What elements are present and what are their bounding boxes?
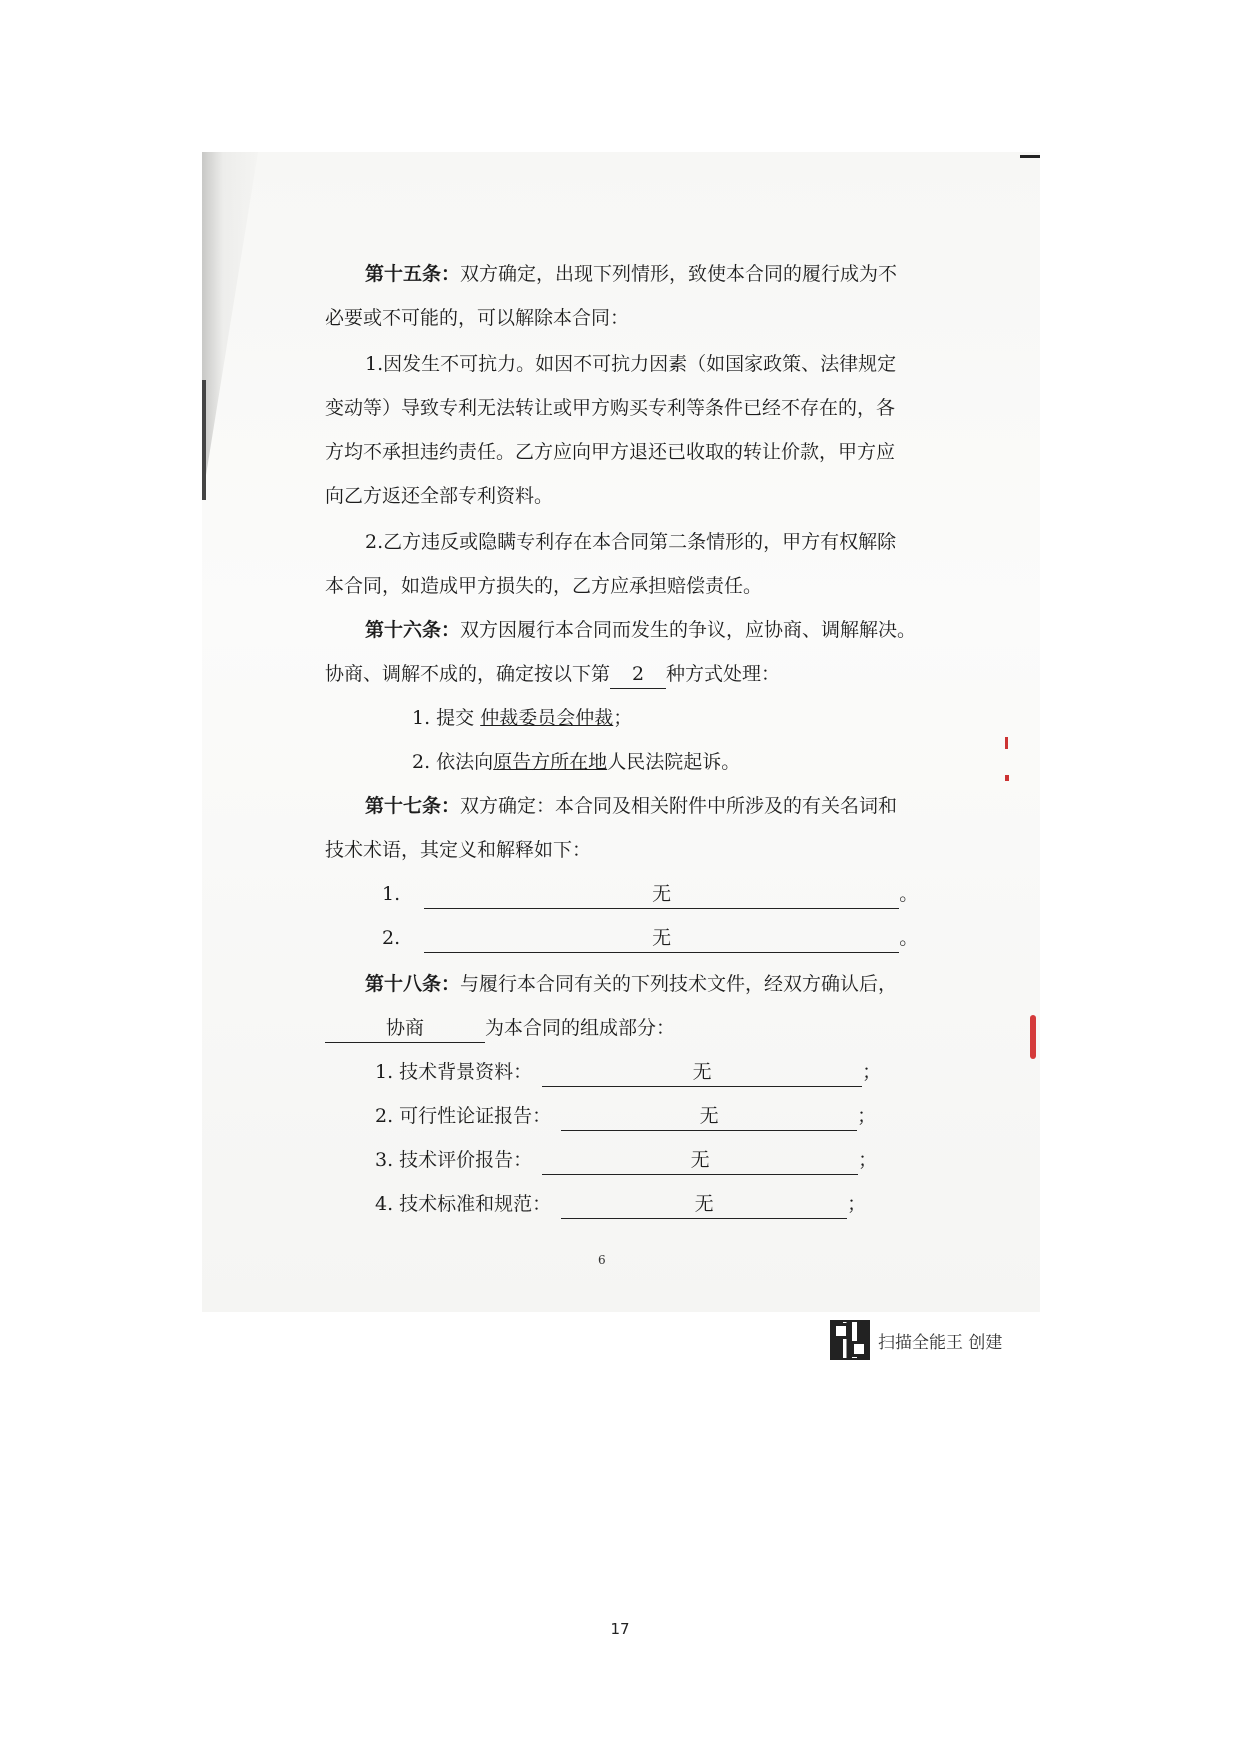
art16-label: 第十六条： [365,619,461,641]
art16-choice: 2 [610,660,666,689]
art15-item2-line2: 本合同，如造成甲方损失的，乙方应承担赔偿责任。 [325,575,763,597]
scan-edge-mark [1020,155,1040,158]
art18-item-4-fill: 无 [561,1190,847,1219]
art18-item-4: 4. 技术标准和规范： 无 ； [375,1182,866,1226]
art18-line1: 第十八条：与履行本合同有关的下列技术文件，经双方确认后， [365,973,898,995]
art18-item-2-fill: 无 [561,1102,857,1131]
art17-line1: 第十七条：双方确定：本合同及相关附件中所涉及的有关名词和 [365,795,898,817]
art15-item2-line1: 2.乙方违反或隐瞒专利存在本合同第二条情形的，甲方有权解除 [365,531,897,553]
red-seal-mark-small [1005,737,1008,749]
art15-item1-line4: 向乙方返还全部专利资料。 [325,485,554,507]
art18-item-3: 3. 技术评价报告： 无 ； [375,1138,877,1182]
art16-option1: 1. 提交 仲裁委员会仲裁； [412,707,633,729]
art16-option2: 2. 依法向原告方所在地人民法院起诉。 [412,751,741,773]
art17-label: 第十七条： [365,795,461,817]
art18-item-1-fill: 无 [542,1058,862,1087]
art18-item-2: 2. 可行性论证报告： 无 ； [375,1094,876,1138]
art18-fill: 协商 [325,1014,485,1043]
art16-line1: 第十六条：双方因履行本合同而发生的争议，应协商、调解解决。 [365,619,917,641]
scan-edge [202,380,206,500]
art16-option2-fill: 原告方所在地 [493,751,608,773]
art18-item-1: 1. 技术背景资料： 无 ； [375,1050,881,1094]
art15-item1-line2: 变动等）导致专利无法转让或甲方购买专利等条件已经不存在的，各 [325,397,896,419]
art18-item-3-fill: 无 [542,1146,858,1175]
art17-def1-fill: 无 [424,880,899,909]
red-seal-mark-small [1005,775,1009,781]
art17-def1: 1. 无 。 [382,872,918,916]
scanner-brand [830,1320,1002,1360]
red-seal-mark [1030,1015,1036,1059]
art18-label: 第十八条： [365,973,461,995]
scanner-brand-label: 扫描全能王 创建 [878,1332,1003,1353]
art15-item1-line3: 方均不承担违约责任。乙方应向甲方退还已收取的转让价款，甲方应 [325,441,896,463]
page-number: 17 [610,1620,630,1638]
art16-option1-fill: 仲裁委员会仲裁 [480,707,614,729]
art17-def2: 2. 无 。 [382,916,918,960]
art15-label: 第十五条： [365,263,461,285]
art18-line2: 协商 为本合同的组成部分： [325,1006,675,1050]
art15-line2: 必要或不可能的，可以解除本合同： [325,307,630,329]
art15-line1: 第十五条：双方确定，出现下列情形，致使本合同的履行成为不 [365,263,898,285]
scan-page-number: 6 [598,1253,606,1267]
qr-code-icon [830,1320,870,1360]
art17-line2: 技术术语，其定义和解释如下： [325,839,592,861]
art16-line2: 协商、调解不成的，确定按以下第 2 种方式处理： [325,652,780,696]
art15-item1-line1: 1.因发生不可抗力。如因不可抗力因素（如国家政策、法律规定 [365,353,897,375]
art17-def2-fill: 无 [424,924,899,953]
